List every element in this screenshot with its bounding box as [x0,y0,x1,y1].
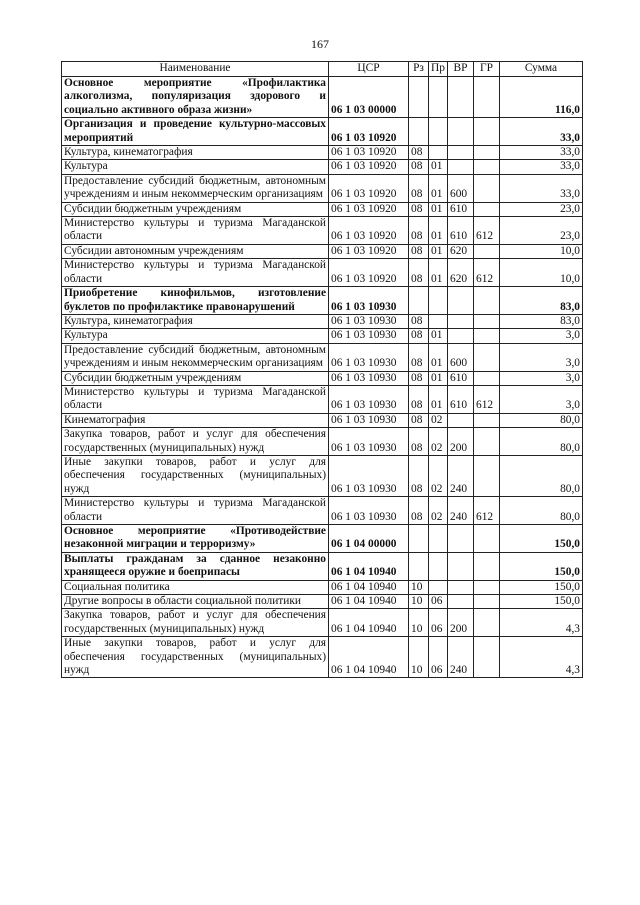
cell-name: Министерство культуры и туризма Магаданской области [62,497,329,525]
cell-rz: 08 [409,174,429,202]
cell-pr: 01 [429,371,448,385]
cell-name: Предоставление субсидий бюджетным, автономным учреждениям и иным некоммерческим организациям [62,174,329,202]
cell-rz: 08 [409,314,429,328]
cell-csr: 06 1 03 10920 [329,217,409,245]
cell-sum: 3,0 [500,329,583,343]
table-row [62,371,583,385]
cell-sum: 4,3 [500,609,583,637]
cell-csr: 06 1 03 10920 [329,146,409,160]
cell-pr [429,287,448,315]
cell-name: Иные закупки товаров, работ и услуг для обеспечения государственных (муниципальных) нужд [62,637,329,678]
cell-gr [474,428,500,456]
cell-name: Субсидии бюджетным учреждениям [62,371,329,385]
cell-rz: 08 [409,428,429,456]
cell-sum: 33,0 [500,118,583,146]
cell-rz [409,525,429,553]
table-row [62,580,583,594]
table-row [62,314,583,328]
cell-gr [474,118,500,146]
cell-vr [448,552,474,580]
table-row [62,428,583,456]
cell-csr: 06 1 04 10940 [329,609,409,637]
cell-sum: 3,0 [500,385,583,413]
cell-vr: 610 [448,385,474,413]
cell-csr: 06 1 03 10930 [329,455,409,496]
cell-rz: 08 [409,146,429,160]
cell-name: Предоставление субсидий бюджетным, автономным учреждениям и иным некоммерческим организациям [62,343,329,371]
cell-gr [474,455,500,496]
cell-csr: 06 1 03 10930 [329,314,409,328]
cell-csr: 06 1 03 10920 [329,244,409,258]
cell-name: Иные закупки товаров, работ и услуг для обеспечения государственных (муниципальных) нужд [62,455,329,496]
cell-pr [429,552,448,580]
cell-name: Основное мероприятие «Профилактика алкоголизма, популяризация здорового и социально активного образа жизни» [62,77,329,118]
cell-csr: 06 1 04 10940 [329,595,409,609]
cell-sum: 3,0 [500,371,583,385]
cell-pr [429,118,448,146]
table-row [62,343,583,371]
cell-sum: 33,0 [500,160,583,174]
cell-vr [448,314,474,328]
cell-gr [474,637,500,678]
column-header-rz: Рз [409,62,429,77]
cell-name: Культура, кинематография [62,314,329,328]
cell-vr: 240 [448,455,474,496]
cell-pr [429,77,448,118]
cell-pr [429,146,448,160]
cell-rz: 08 [409,259,429,287]
cell-name: Выплаты гражданам за сданное незаконно хранящееся оружие и боеприпасы [62,552,329,580]
cell-rz: 08 [409,413,429,427]
cell-gr: 612 [474,497,500,525]
cell-pr: 01 [429,329,448,343]
cell-rz [409,77,429,118]
cell-rz: 08 [409,217,429,245]
cell-csr: 06 1 03 10930 [329,287,409,315]
cell-pr: 01 [429,259,448,287]
cell-name: Культура [62,329,329,343]
table-row [62,160,583,174]
cell-gr [474,580,500,594]
cell-pr: 02 [429,428,448,456]
table-row [62,595,583,609]
cell-csr: 06 1 04 10940 [329,637,409,678]
cell-gr [474,552,500,580]
cell-rz: 10 [409,637,429,678]
cell-gr: 612 [474,217,500,245]
cell-sum: 4,3 [500,637,583,678]
cell-vr [448,329,474,343]
table-row [62,202,583,216]
cell-pr: 02 [429,413,448,427]
table-row [62,287,583,315]
cell-name: Основное мероприятие «Противодействие незаконной миграции и терроризму» [62,525,329,553]
cell-csr: 06 1 03 10920 [329,259,409,287]
cell-vr: 610 [448,202,474,216]
cell-sum: 83,0 [500,314,583,328]
cell-name: Министерство культуры и туризма Магаданской области [62,259,329,287]
cell-rz: 10 [409,609,429,637]
cell-gr [474,371,500,385]
cell-sum: 3,0 [500,343,583,371]
cell-vr: 200 [448,609,474,637]
cell-rz: 08 [409,385,429,413]
column-header-pr: Пр [429,62,448,77]
cell-name: Министерство культуры и туризма Магаданской области [62,385,329,413]
cell-vr [448,580,474,594]
cell-sum: 80,0 [500,428,583,456]
cell-rz: 08 [409,329,429,343]
cell-name: Закупка товаров, работ и услуг для обеспечения государственных (муниципальных) нужд [62,609,329,637]
cell-csr: 06 1 04 10940 [329,580,409,594]
cell-gr [474,595,500,609]
table-row [62,174,583,202]
cell-csr: 06 1 03 10930 [329,428,409,456]
table-row [62,525,583,553]
cell-csr: 06 1 04 00000 [329,525,409,553]
cell-pr: 01 [429,160,448,174]
column-header-sum: Сумма [500,62,583,77]
table-row [62,329,583,343]
cell-pr: 01 [429,244,448,258]
cell-pr: 01 [429,174,448,202]
cell-name: Культура, кинематография [62,146,329,160]
cell-gr [474,287,500,315]
cell-sum: 33,0 [500,146,583,160]
cell-rz: 08 [409,160,429,174]
cell-gr: 612 [474,385,500,413]
cell-gr [474,174,500,202]
cell-vr [448,118,474,146]
cell-csr: 06 1 04 10940 [329,552,409,580]
cell-vr [448,413,474,427]
cell-rz: 10 [409,595,429,609]
cell-pr: 02 [429,455,448,496]
table-row [62,552,583,580]
cell-vr [448,287,474,315]
cell-pr [429,580,448,594]
cell-sum: 150,0 [500,552,583,580]
cell-pr: 06 [429,595,448,609]
cell-sum: 10,0 [500,259,583,287]
table-row [62,385,583,413]
cell-sum: 150,0 [500,595,583,609]
cell-vr [448,160,474,174]
cell-sum: 150,0 [500,580,583,594]
cell-sum: 80,0 [500,413,583,427]
cell-sum: 23,0 [500,217,583,245]
table-row [62,244,583,258]
cell-csr: 06 1 03 10920 [329,174,409,202]
cell-vr [448,525,474,553]
cell-sum: 80,0 [500,455,583,496]
cell-gr [474,202,500,216]
budget-table [61,61,583,678]
cell-csr: 06 1 03 10930 [329,343,409,371]
cell-vr [448,146,474,160]
cell-csr: 06 1 03 10930 [329,413,409,427]
cell-sum: 150,0 [500,525,583,553]
cell-csr: 06 1 03 10930 [329,385,409,413]
cell-name: Социальная политика [62,580,329,594]
cell-vr: 600 [448,343,474,371]
cell-rz: 08 [409,244,429,258]
table-row [62,413,583,427]
cell-csr: 06 1 03 10920 [329,202,409,216]
cell-sum: 80,0 [500,497,583,525]
cell-sum: 83,0 [500,287,583,315]
cell-rz [409,552,429,580]
cell-name: Другие вопросы в области социальной политики [62,595,329,609]
cell-rz: 10 [409,580,429,594]
cell-name: Культура [62,160,329,174]
column-header-csr: ЦСР [329,62,409,77]
table-row [62,609,583,637]
cell-name: Министерство культуры и туризма Магаданской области [62,217,329,245]
cell-csr: 06 1 03 10920 [329,160,409,174]
cell-vr [448,77,474,118]
cell-name: Субсидии автономным учреждениям [62,244,329,258]
cell-name: Кинематография [62,413,329,427]
cell-pr: 06 [429,637,448,678]
cell-vr: 200 [448,428,474,456]
cell-rz: 08 [409,202,429,216]
table-body [62,77,583,678]
cell-pr: 01 [429,202,448,216]
cell-rz [409,287,429,315]
cell-vr [448,595,474,609]
cell-pr: 01 [429,217,448,245]
cell-rz: 08 [409,455,429,496]
cell-csr: 06 1 03 10930 [329,329,409,343]
cell-rz: 08 [409,497,429,525]
table-row [62,217,583,245]
cell-sum: 116,0 [500,77,583,118]
cell-vr: 610 [448,371,474,385]
cell-gr [474,314,500,328]
cell-vr: 620 [448,259,474,287]
cell-gr [474,343,500,371]
table-row [62,146,583,160]
cell-csr: 06 1 03 10930 [329,497,409,525]
table-row [62,637,583,678]
cell-pr [429,525,448,553]
cell-name: Приобретение кинофильмов, изготовление буклетов по профилактике правонарушений [62,287,329,315]
cell-rz: 08 [409,343,429,371]
cell-vr: 240 [448,497,474,525]
column-header-name: Наименование [62,62,329,77]
cell-sum: 23,0 [500,202,583,216]
page-number: 167 [311,37,329,51]
cell-rz: 08 [409,371,429,385]
cell-sum: 10,0 [500,244,583,258]
cell-gr [474,244,500,258]
cell-gr: 612 [474,259,500,287]
cell-csr: 06 1 03 10920 [329,118,409,146]
cell-name: Закупка товаров, работ и услуг для обеспечения государственных (муниципальных) нужд [62,428,329,456]
cell-csr: 06 1 03 10930 [329,371,409,385]
cell-name: Субсидии бюджетным учреждениям [62,202,329,216]
cell-csr: 06 1 03 00000 [329,77,409,118]
cell-name: Организация и проведение культурно-массовых мероприятий [62,118,329,146]
cell-gr [474,160,500,174]
cell-sum: 33,0 [500,174,583,202]
table-header-row [62,62,583,77]
table-row [62,118,583,146]
cell-pr: 01 [429,343,448,371]
cell-pr [429,314,448,328]
column-header-gr: ГР [474,62,500,77]
cell-gr [474,77,500,118]
cell-gr [474,413,500,427]
cell-gr [474,329,500,343]
column-header-vr: ВР [448,62,474,77]
cell-gr [474,146,500,160]
cell-rz [409,118,429,146]
cell-vr: 620 [448,244,474,258]
cell-vr: 240 [448,637,474,678]
cell-vr: 600 [448,174,474,202]
cell-gr [474,525,500,553]
table-row [62,259,583,287]
cell-pr: 06 [429,609,448,637]
table-row [62,455,583,496]
cell-vr: 610 [448,217,474,245]
table-row [62,77,583,118]
table-row [62,497,583,525]
cell-pr: 01 [429,385,448,413]
cell-pr: 02 [429,497,448,525]
cell-gr [474,609,500,637]
